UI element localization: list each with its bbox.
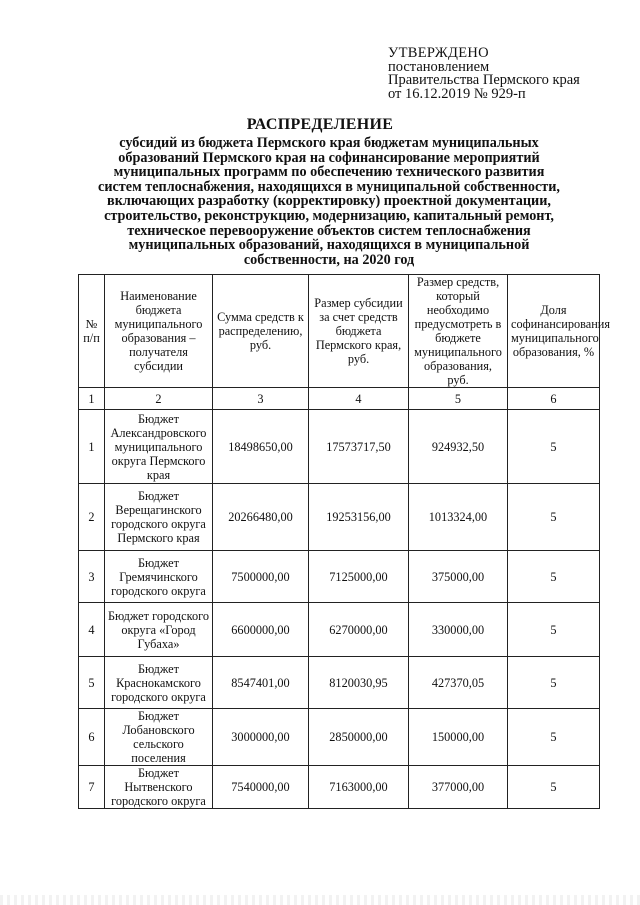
header-regional-subsidy: Размер субсидии за счет средств бюджета Пермского края, руб.	[309, 275, 409, 388]
cofinancing-share: 5	[508, 709, 600, 766]
column-index: 5	[409, 388, 508, 410]
cofinancing-share: 5	[508, 484, 600, 551]
regional-subsidy: 2850000,00	[309, 709, 409, 766]
municipal-funds: 330000,00	[409, 603, 508, 657]
approval-resolution-label: постановлением	[388, 58, 490, 75]
municipal-funds: 1013324,00	[409, 484, 508, 551]
table-header-row	[79, 275, 600, 388]
row-number: 4	[79, 603, 105, 657]
municipal-funds: 377000,00	[409, 766, 508, 809]
row-number: 1	[79, 410, 105, 484]
regional-subsidy: 7125000,00	[309, 551, 409, 603]
regional-subsidy: 17573717,50	[309, 410, 409, 484]
cofinancing-share: 5	[508, 766, 600, 809]
total-amount: 8547401,00	[213, 657, 309, 709]
table-row	[79, 766, 600, 809]
column-index: 2	[105, 388, 213, 410]
cofinancing-share: 5	[508, 657, 600, 709]
cofinancing-share: 5	[508, 410, 600, 484]
table-row	[79, 484, 600, 551]
cofinancing-share: 5	[508, 551, 600, 603]
municipal-funds: 375000,00	[409, 551, 508, 603]
approval-date-number: от 16.12.2019 № 929-п	[388, 85, 526, 102]
budget-name: Бюджет Нытвенского городского округа	[105, 766, 213, 809]
municipal-funds: 427370,05	[409, 657, 508, 709]
total-amount: 3000000,00	[213, 709, 309, 766]
regional-subsidy: 7163000,00	[309, 766, 409, 809]
budget-name: Бюджет Гремячинского городского округа	[105, 551, 213, 603]
header-total-amount: Сумма средств к распределению, руб.	[213, 275, 309, 388]
regional-subsidy: 6270000,00	[309, 603, 409, 657]
cofinancing-share: 5	[508, 603, 600, 657]
row-number: 5	[79, 657, 105, 709]
row-number: 2	[79, 484, 105, 551]
budget-name: Бюджет городского округа «Город Губаха»	[105, 603, 213, 657]
column-index: 6	[508, 388, 600, 410]
budget-name: Бюджет Краснокамского городского округа	[105, 657, 213, 709]
table-row	[79, 657, 600, 709]
budget-name: Бюджет Александровского муниципального округа Пермского края	[105, 410, 213, 484]
budget-name: Бюджет Верещагинского городского округа Пермского края	[105, 484, 213, 551]
row-number: 6	[79, 709, 105, 766]
regional-subsidy: 19253156,00	[309, 484, 409, 551]
header-number: № п/п	[79, 275, 105, 388]
regional-subsidy: 8120030,95	[309, 657, 409, 709]
total-amount: 20266480,00	[213, 484, 309, 551]
header-municipal-funds: Размер средств, который необходимо предусмотреть в бюджете муниципального образования, руб.	[409, 275, 508, 388]
scan-artifact	[0, 895, 640, 905]
column-index: 4	[309, 388, 409, 410]
header-budget-name: Наименование бюджета муниципального образования – получателя субсидии	[105, 275, 213, 388]
table-row	[79, 410, 600, 484]
approval-stamp: УТВЕРЖДЕНО	[388, 45, 489, 61]
table-row	[79, 551, 600, 603]
table-row	[79, 709, 600, 766]
total-amount: 6600000,00	[213, 603, 309, 657]
distribution-table	[78, 274, 611, 809]
document-subtitle: субсидий из бюджета Пермского края бюджетам муниципальных образований Пермского края на софинансирование мероприятий муниципальных программ по обеспечению технического развития систем теплоснабжения, находящихся в муниципальной собственности, включающих разработку (корректировку) проектной документации, строительство, реконструкцию, модернизацию, капитальный ремонт, техническое перевооружение объектов систем теплоснабжения муниципальных образований, находящихся в муниципальной собственности, на 2020 год	[98, 135, 560, 268]
approval-block	[388, 47, 580, 101]
budget-name: Бюджет Лобановского сельского поселения	[105, 709, 213, 766]
column-index: 1	[79, 388, 105, 410]
column-index: 3	[213, 388, 309, 410]
table-row	[79, 603, 600, 657]
total-amount: 18498650,00	[213, 410, 309, 484]
header-cofinancing-share: Доля софинансирования муниципального образования, %	[508, 275, 600, 388]
total-amount: 7540000,00	[213, 766, 309, 809]
row-number: 3	[79, 551, 105, 603]
document-title: РАСПРЕДЕЛЕНИЕ	[246, 116, 394, 133]
municipal-funds: 924932,50	[409, 410, 508, 484]
total-amount: 7500000,00	[213, 551, 309, 603]
column-index-row	[79, 388, 600, 410]
row-number: 7	[79, 766, 105, 809]
approval-authority: Правительства Пермского края	[388, 72, 580, 88]
municipal-funds: 150000,00	[409, 709, 508, 766]
